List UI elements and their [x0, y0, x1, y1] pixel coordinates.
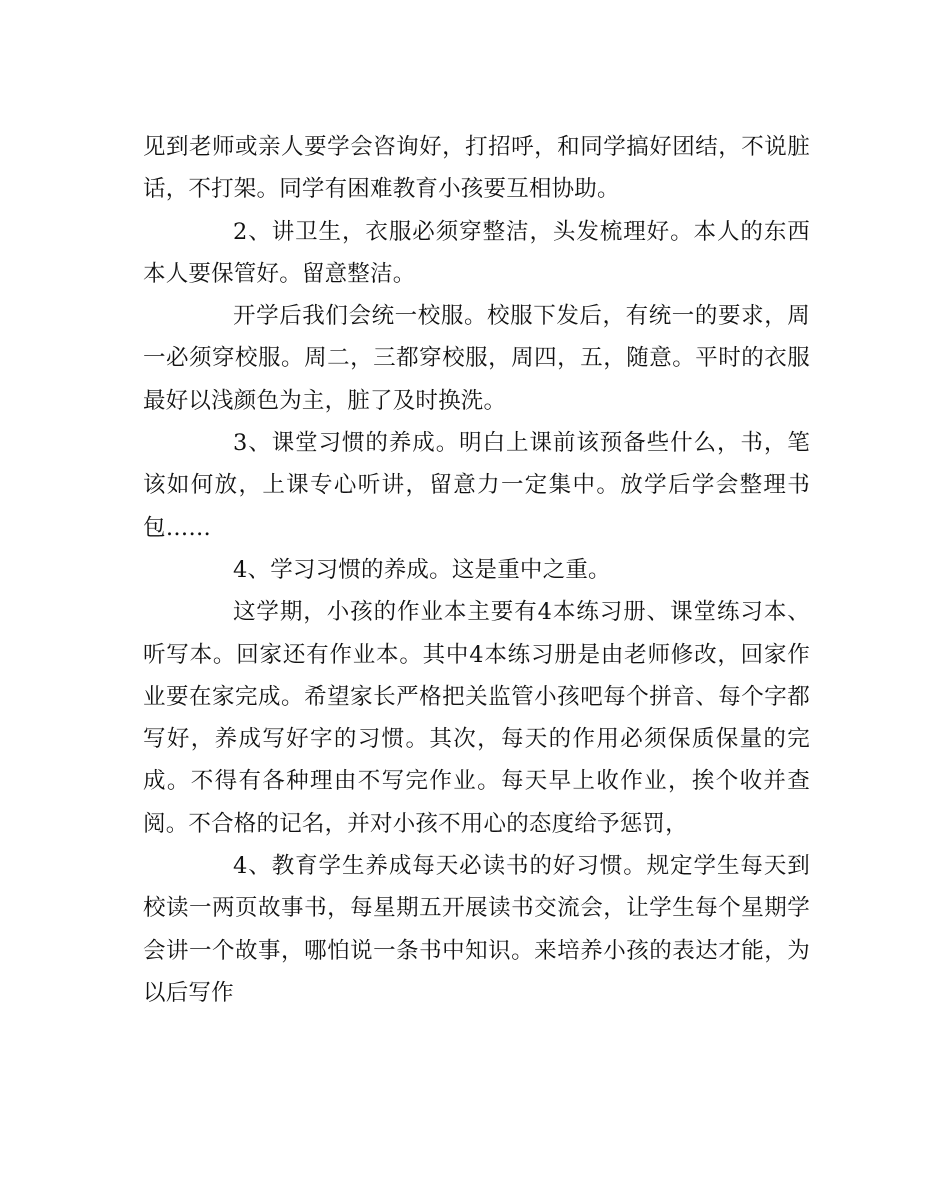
paragraph-5: 4、学习习惯的养成。这是重中之重。	[233, 556, 611, 583]
paragraph-3: 开学后我们会统一校服。校服下发后，有统一的要求，周一必须穿校服。周二，三都穿校服，周四，五，随意。平时的衣服最好以浅颜色为主，脏了及时换洗。	[143, 303, 810, 414]
paragraph-2: 2、讲卫生，衣服必须穿整洁，头发梳理好。本人的东西本人要保管好。留意整洁。	[143, 218, 810, 287]
paragraph-7: 4、教育学生养成每天必读书的好习惯。规定学生每天到校读一两页故事书，每星期五开展读书交流会，让学生每个星期学会讲一个故事，哪怕说一条书中知识。来培养小孩的表达才能，为以后写作	[143, 853, 810, 1006]
document-body	[143, 126, 810, 1014]
paragraph-1: 见到老师或亲人要学会咨询好，打招呼，和同学搞好团结，不说脏话，不打架。同学有困难教育小孩要互相协助。	[143, 134, 810, 203]
paragraph-4: 3、课堂习惯的养成。明白上课前该预备些什么，书，笔该如何放，上课专心听讲，留意力一定集中。放学后学会整理书包……	[143, 430, 810, 541]
paragraph-6: 这学期，小孩的作业本主要有4本练习册、课堂练习本、听写本。回家还有作业本。其中4本练习册是由老师修改，回家作业要在家完成。希望家长严格把关监管小孩吧每个拼音、每个字都写好，养成写好字的习惯。其次，每天的作用必须保质保量的完成。不得有各种理由不写完作业。每天早上收作业，挨个收并查阅。不合格的记名，并对小孩不用心的态度给予惩罚，	[143, 599, 810, 837]
